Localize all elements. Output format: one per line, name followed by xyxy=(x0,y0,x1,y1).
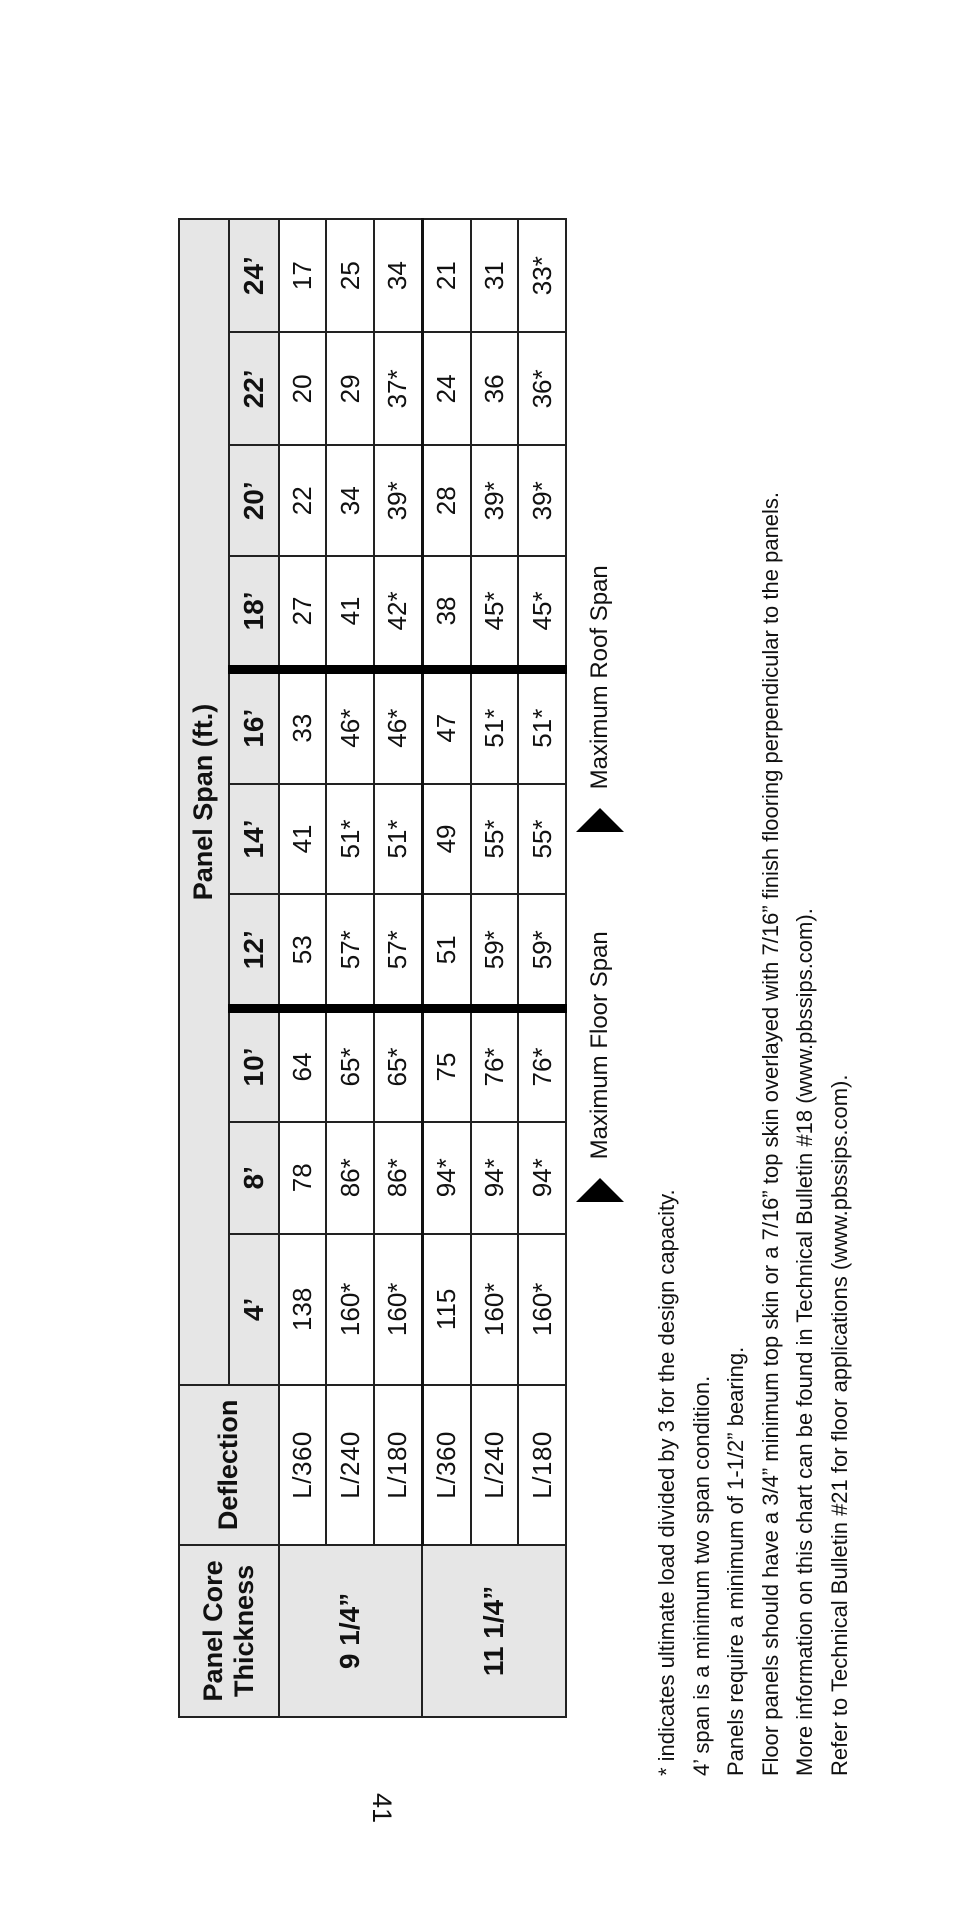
footnote: 4’ span is a minimum two span condition. xyxy=(688,1375,714,1776)
value-cell: 34 xyxy=(374,219,422,332)
deflection-cell: L/240 xyxy=(326,1385,374,1545)
value-cell: 94* xyxy=(518,1122,566,1234)
footnote: * indicates ultimate load divided by 3 for the design capacity. xyxy=(654,1189,679,1776)
footnote: Panels require a minimum of 1-1/2” bearing. xyxy=(723,1346,748,1776)
max-roof-span-marker xyxy=(576,565,624,832)
value-cell: 36 xyxy=(471,332,519,445)
table-row xyxy=(326,219,374,1717)
span-header: 24’ xyxy=(229,219,279,332)
span-header: 4’ xyxy=(229,1234,279,1385)
value-cell: 94* xyxy=(422,1122,470,1234)
panel-span-table xyxy=(178,218,567,1718)
value-cell: 21 xyxy=(422,219,470,332)
span-header: 20’ xyxy=(229,445,279,556)
span-header: 10’ xyxy=(229,1009,279,1122)
value-cell: 75 xyxy=(422,1009,470,1122)
value-cell: 55* xyxy=(518,784,566,895)
value-cell: 160* xyxy=(326,1234,374,1385)
value-cell: 36* xyxy=(518,332,566,445)
value-cell: 86* xyxy=(374,1122,422,1234)
value-cell: 53 xyxy=(279,894,327,1008)
value-cell: 27 xyxy=(279,556,327,669)
value-cell: 49 xyxy=(422,784,470,895)
value-cell: 160* xyxy=(471,1234,519,1385)
value-cell: 29 xyxy=(326,332,374,445)
max-floor-span-label: Maximum Floor Span xyxy=(586,931,613,1160)
value-cell: 34 xyxy=(326,445,374,556)
value-cell: 39* xyxy=(518,445,566,556)
value-cell: 47 xyxy=(422,669,470,783)
value-cell: 65* xyxy=(374,1009,422,1122)
header-deflection: Deflection xyxy=(179,1385,279,1545)
value-cell: 46* xyxy=(374,669,422,783)
deflection-cell: L/360 xyxy=(279,1385,327,1545)
value-cell: 33 xyxy=(279,669,327,783)
value-cell: 138 xyxy=(279,1234,327,1385)
value-cell: 76* xyxy=(518,1009,566,1122)
value-cell: 59* xyxy=(518,894,566,1008)
value-cell: 76* xyxy=(471,1009,519,1122)
value-cell: 51* xyxy=(326,784,374,895)
value-cell: 28 xyxy=(422,445,470,556)
span-header: 12’ xyxy=(229,894,279,1008)
page-number xyxy=(367,1793,437,1853)
value-cell: 51 xyxy=(422,894,470,1008)
value-cell: 20 xyxy=(279,332,327,445)
deflection-cell: L/240 xyxy=(471,1385,519,1545)
max-roof-span-label: Maximum Roof Span xyxy=(586,565,613,790)
span-header: 16’ xyxy=(229,669,279,783)
table-row xyxy=(422,219,470,1717)
value-cell: 59* xyxy=(471,894,519,1008)
deflection-cell: L/180 xyxy=(518,1385,566,1545)
value-cell: 51* xyxy=(518,669,566,783)
value-cell: 22 xyxy=(279,445,327,556)
value-cell: 46* xyxy=(326,669,374,783)
value-cell: 86* xyxy=(326,1122,374,1234)
value-cell: 39* xyxy=(374,445,422,556)
span-header: 18’ xyxy=(229,556,279,669)
value-cell: 160* xyxy=(374,1234,422,1385)
value-cell: 78 xyxy=(279,1122,327,1234)
header-panel-span: Panel Span (ft.) xyxy=(179,219,229,1385)
deflection-cell: L/180 xyxy=(374,1385,422,1545)
table-row xyxy=(279,219,327,1717)
value-cell: 42* xyxy=(374,556,422,669)
value-cell: 160* xyxy=(518,1234,566,1385)
footnotes xyxy=(650,76,857,1776)
footnote: Floor panels should have a 3/4” minimum top skin or a 7/16” top skin overlayed with 7/16” finish flooring perpendicular to the panels. xyxy=(757,491,783,1776)
value-cell: 65* xyxy=(326,1009,374,1122)
value-cell: 31 xyxy=(471,219,519,332)
deflection-cell: L/360 xyxy=(422,1385,470,1545)
value-cell: 64 xyxy=(279,1009,327,1122)
table-row xyxy=(518,219,566,1717)
value-cell: 57* xyxy=(374,894,422,1008)
value-cell: 41 xyxy=(279,784,327,895)
arrow-left-icon xyxy=(576,808,624,832)
value-cell: 94* xyxy=(471,1122,519,1234)
value-cell: 45* xyxy=(471,556,519,669)
value-cell: 33* xyxy=(518,219,566,332)
footnote: More information on this chart can be found in Technical Bulletin #18 (www.pbssips.com). xyxy=(792,908,817,1776)
value-cell: 25 xyxy=(326,219,374,332)
header-thickness: Panel Core Thickness xyxy=(179,1545,279,1717)
span-header: 14’ xyxy=(229,784,279,895)
span-header: 8’ xyxy=(229,1122,279,1234)
footnote: Refer to Technical Bulletin #21 for floor applications (www.pbssips.com). xyxy=(826,1074,852,1776)
value-cell: 45* xyxy=(518,556,566,669)
thickness-cell: 11 1/4” xyxy=(422,1545,566,1717)
value-cell: 24 xyxy=(422,332,470,445)
value-cell: 37* xyxy=(374,332,422,445)
value-cell: 51* xyxy=(374,784,422,895)
value-cell: 17 xyxy=(279,219,327,332)
table-row xyxy=(471,219,519,1717)
value-cell: 57* xyxy=(326,894,374,1008)
value-cell: 38 xyxy=(422,556,470,669)
table-row xyxy=(374,219,422,1717)
max-floor-span-marker xyxy=(576,931,624,1202)
value-cell: 115 xyxy=(422,1234,470,1385)
value-cell: 39* xyxy=(471,445,519,556)
value-cell: 55* xyxy=(471,784,519,895)
span-header: 22’ xyxy=(229,332,279,445)
value-cell: 41 xyxy=(326,556,374,669)
page-number-text: 41 xyxy=(367,1793,397,1824)
value-cell: 51* xyxy=(471,669,519,783)
thickness-cell: 9 1/4” xyxy=(279,1545,423,1717)
arrow-left-icon xyxy=(576,1178,624,1202)
